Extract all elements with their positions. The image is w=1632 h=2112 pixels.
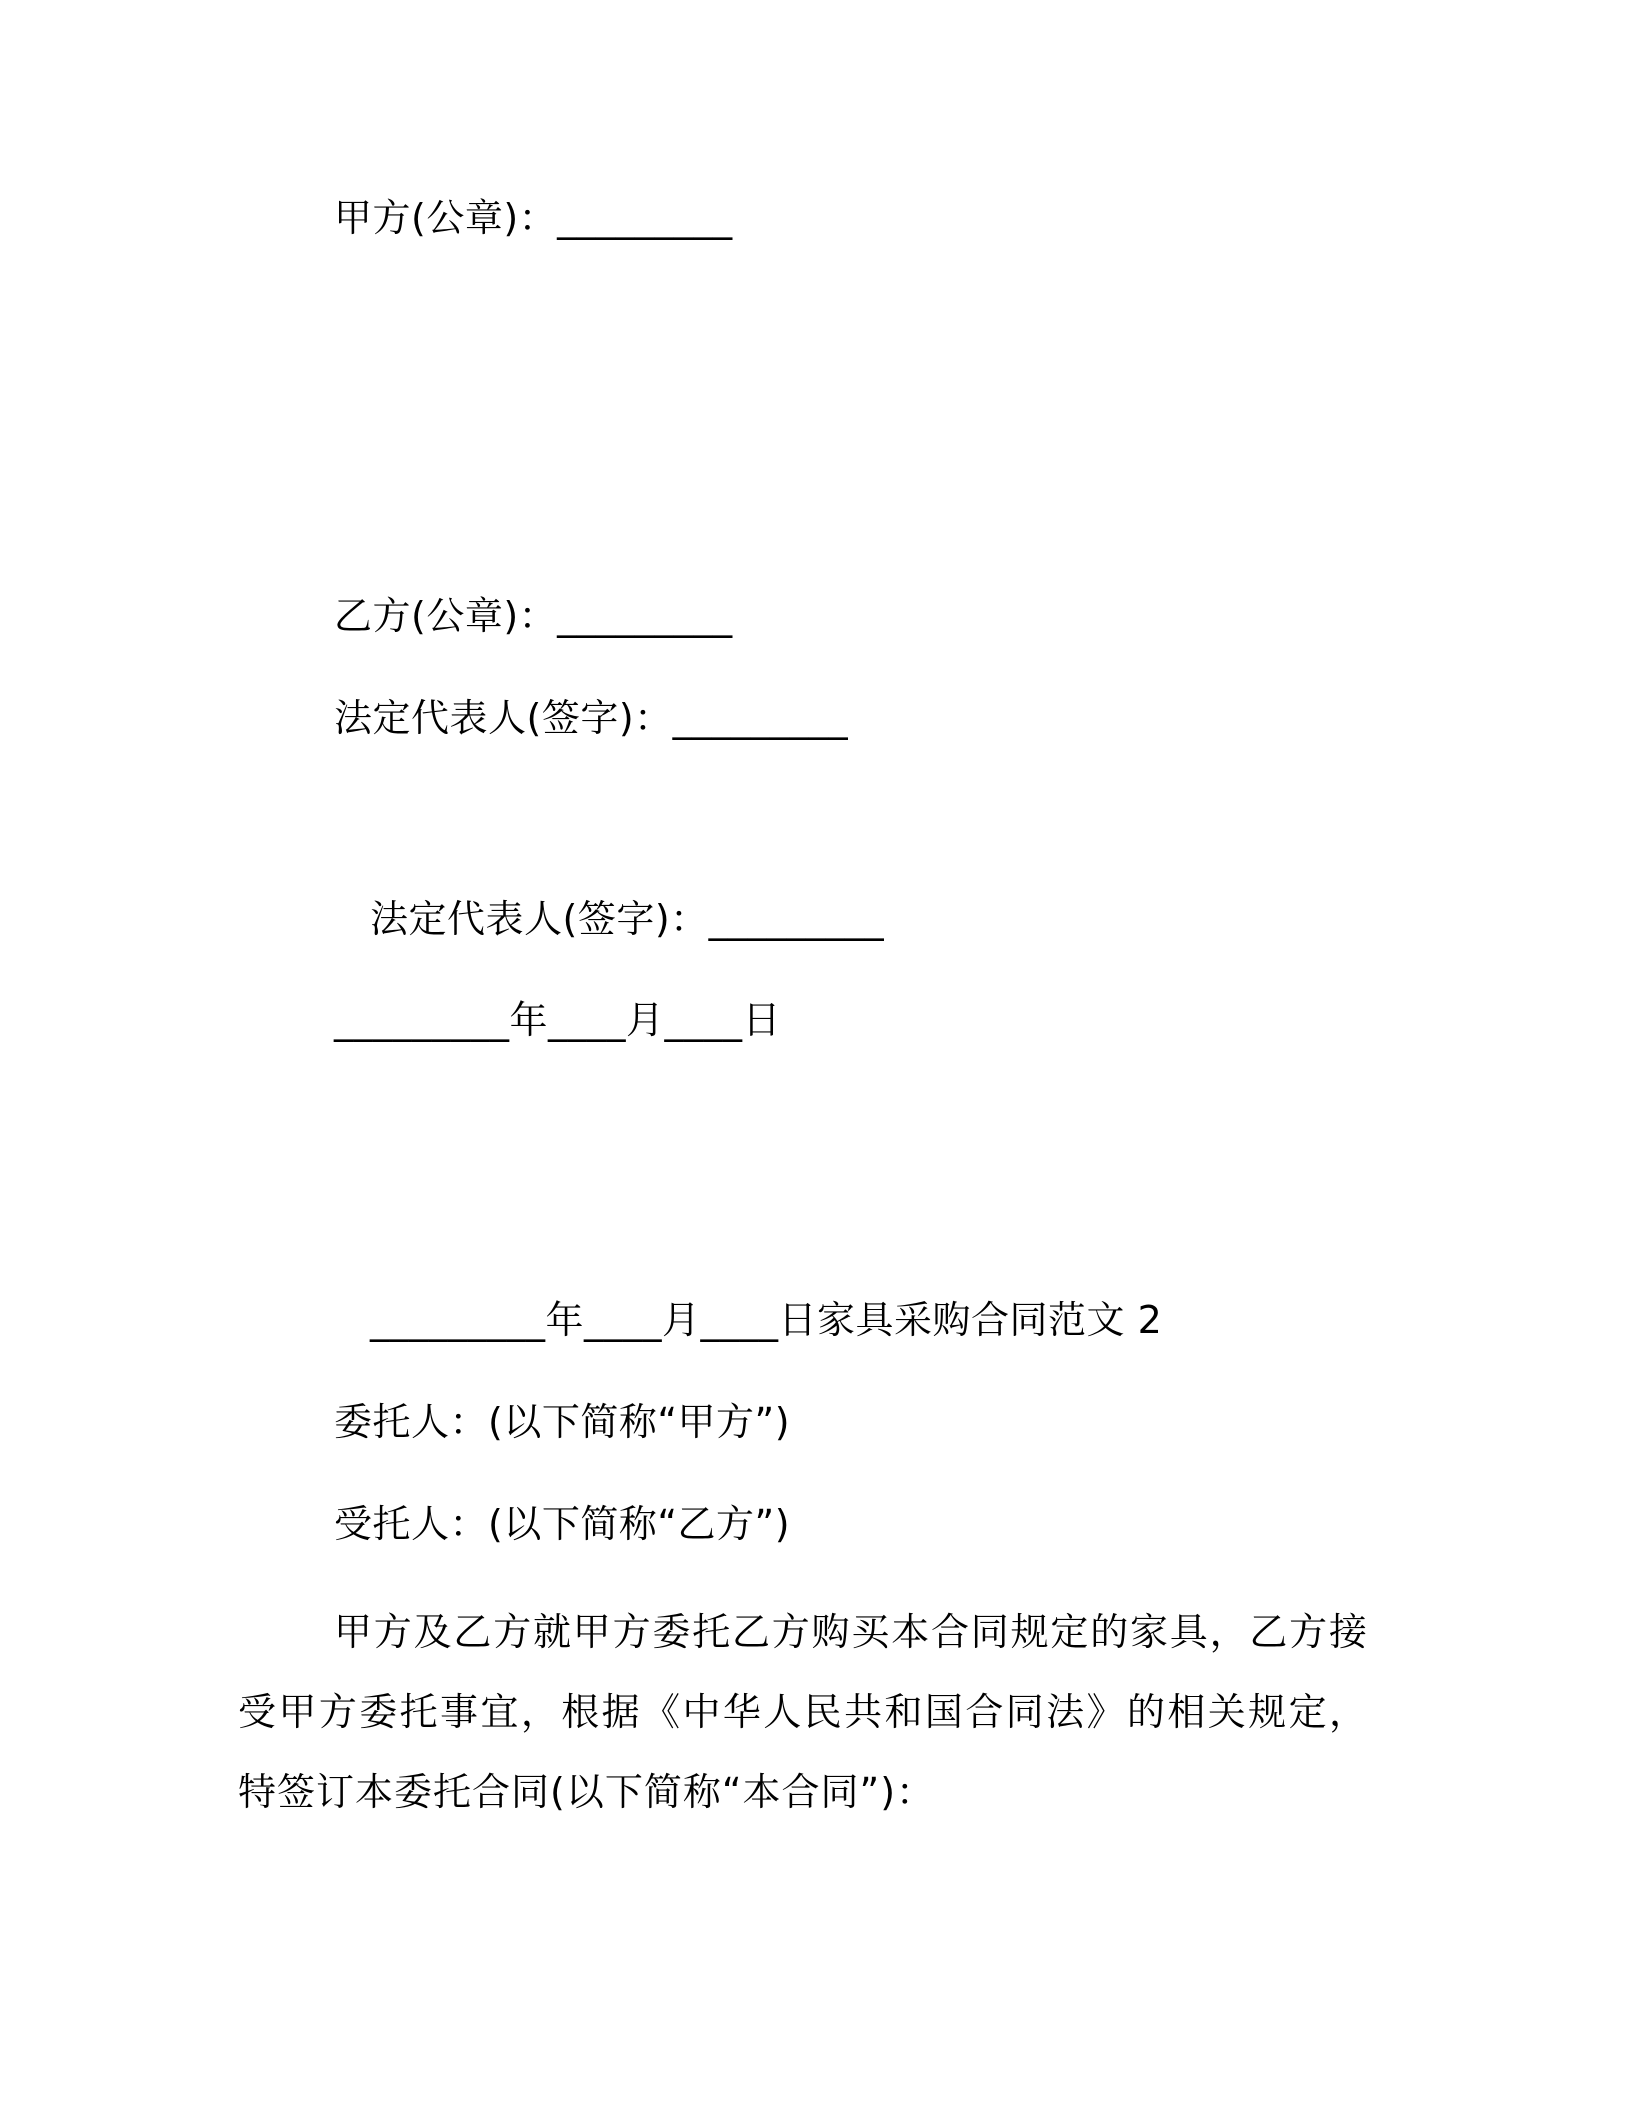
legal-representative-line-2: 法定代表人(签字)：_________	[370, 897, 885, 941]
contract-title-line: _________年____月____日家具采购合同范文 2	[370, 1298, 1163, 1342]
legal-representative-line: 法定代表人(签字)：_________	[334, 696, 849, 740]
party-b-seal-line: 乙方(公章)：_________	[334, 594, 733, 638]
party-a-seal-line: 甲方(公章)：_________	[334, 196, 733, 240]
principal-line: 委托人：(以下简称“甲方”)	[334, 1400, 791, 1444]
intro-paragraph: 甲方及乙方就甲方委托乙方购买本合同规定的家具，乙方接受甲方委托事宜，根据《中华人民共和国合同法》的相关规定，特签订本委托合同(以下简称“本合同”)：	[238, 1610, 1368, 1814]
date-line: _________年____月____日	[334, 998, 782, 1042]
agent-line: 受托人：(以下简称“乙方”)	[334, 1502, 791, 1546]
